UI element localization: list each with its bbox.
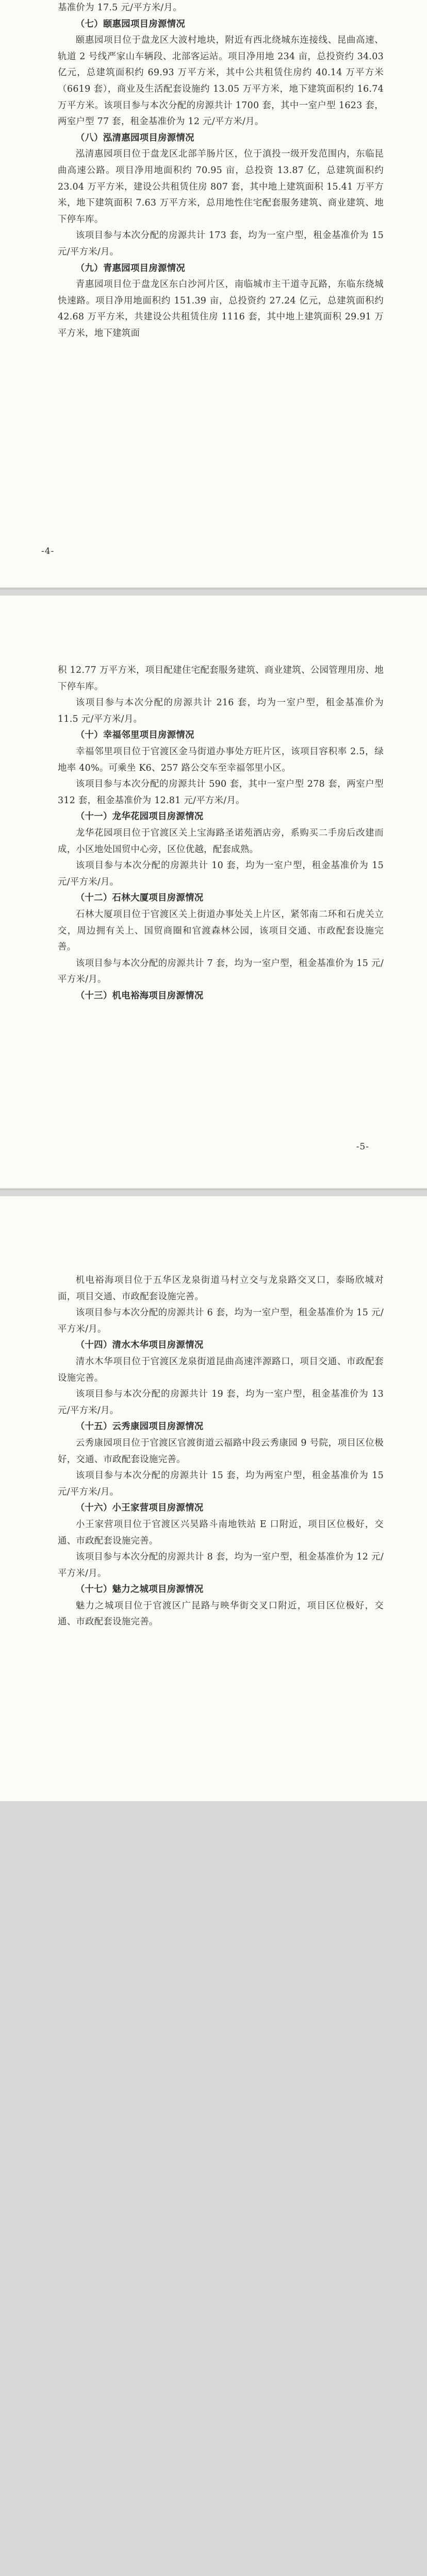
- section-heading: （十三）机电裕海项目房源情况: [75, 990, 204, 1001]
- section-heading: （十四）清水木华项目房源情况: [75, 1340, 204, 1351]
- page-divider: [0, 588, 427, 589]
- section-heading: （九）青惠园项目房源情况: [75, 263, 186, 274]
- page-body: [58, 1273, 384, 1631]
- paragraph: 颐惠园项目位于盘龙区大波村地块，附近有西北绕城东连接线、昆曲高速、轨道 2 号线严家山车辆段、北部客运站。项目净用地 234 亩，总投资约 34.03 亿元，总建筑面积约 69.93 万平方米，其中公共租赁住房约 40.14 万平方米（6619 套），商业及生活配套设施约 13.05 万平方米，地下建筑面积约 16.74 万平方米。该项目参与本次分配的房源共计 1700 套，其中一室户型 1623 套，两室户型 77 套，租金基准价为 12 元/平方米/月。: [58, 35, 384, 127]
- paragraph: 该项目参与本次分配的房源共计 6 套，均为一室户型，租金基准价为 15 元/平方米/月。: [58, 1308, 384, 1334]
- section-heading: （十一）龙华花园项目房源情况: [75, 811, 204, 822]
- paragraph: 该项目参与本次分配的房源共计 19 套，均为一室户型，租金基准价为 13 元/平方米/月。: [58, 1389, 384, 1416]
- paragraph: 基准价为 17.5 元/平方米/月。: [58, 3, 182, 13]
- paragraph: 云秀康园项目位于官渡区官渡街道云福路中段云秀康园 9 号院，项目区位极好，交通、市政配套设施完善。: [58, 1437, 384, 1465]
- paragraph: 魅力之城项目位于官渡区广昆路与映华街交叉口附近，项目区位极好，交通、市政配套设施完善。: [58, 1600, 384, 1628]
- paragraph: 该项目参与本次分配的房源共计 216 套，均为一室户型，租金基准价为 11.5 元/平方米/月。: [58, 698, 384, 724]
- paragraph: 石林大厦项目位于官渡区关上街道办事处关上片区，紧邻南二环和石虎关立交，周边拥有关上、国贸商圈和官渡森林公园，该项目交通、市政配套设施完善。: [58, 909, 384, 953]
- paragraph: 青惠园项目位于盘龙区东白沙河片区，南临城市主干道寺瓦路，东临东绕城快速路。项目净用地面积约 151.39 亩，总投资约 27.24 亿元，总建筑面积约 42.68 万平方米，共建设公共租赁住房 1116 套，其中地上建筑面积 29.91 万平方米，地下建筑面: [58, 279, 384, 338]
- paragraph: 积 12.77 万平方米，项目配建住宅配套服务建筑、商业建筑、公园管理用房、地下停车库。: [58, 665, 384, 692]
- paragraph: 该项目参与本次分配的房源共计 8 套，均为一室户型，租金基准价为 12 元/平方米/月。: [58, 1552, 384, 1579]
- section-heading: （八）泓清惠园项目房源情况: [75, 132, 194, 143]
- document-page-4: [0, 0, 427, 587]
- paragraph: 幸福邻里项目位于官渡区金马街道办事处方旺片区，该项目容积率 2.5，绿地率 40%。可乘坐 K6、257 路公交车至幸福邻里小区。: [58, 746, 384, 773]
- page-number: -5-: [356, 1142, 369, 1152]
- paragraph: 龙华花园项目位于官渡区关上宝海路圣诺苑酒店旁，系购买二手房后改建而成，小区地处国贸中心旁，区位优越，配套成熟。: [58, 827, 384, 855]
- paragraph: 小王家营项目位于官渡区兴昊路斗南地铁站 E 口附近，项目区位极好，交通、市政配套设施完善。: [58, 1519, 384, 1546]
- paragraph: 该项目参与本次分配的房源共计 590 套，其中一室户型 278 套，两室户型 312 套，租金基准价为 12.81 元/平方米/月。: [58, 779, 384, 806]
- page-body: [58, 663, 384, 1004]
- paragraph: 清水木华项目位于官渡区龙泉街道昆曲高速泮源路口，项目交通、市政配套设施完善。: [58, 1356, 384, 1383]
- paragraph: 该项目参与本次分配的房源共计 7 套，均为一室户型，租金基准价为 15 元/平方米/月。: [58, 958, 384, 985]
- section-heading: （十）幸福邻里项目房源情况: [75, 730, 194, 741]
- section-heading: （十六）小王家营项目房源情况: [75, 1503, 204, 1514]
- document-page-6: [0, 1196, 427, 1801]
- page-divider: [0, 1189, 427, 1190]
- section-heading: （七）颐惠园项目房源情况: [75, 19, 186, 29]
- paragraph: 泓清惠园项目位于盘龙区北部羊肠片区，位于滇投一级开发范围内，东临昆曲高速公路。项目净用地面积约 70.95 亩，总投资 13.87 亿，总建筑面积约 23.04 万平方米，建设公共租赁住房 807 套，其中地上建筑面积 15.41 万平方米，地下建筑面积 7.63 万平方米，总用地性住宅配套服务建筑、商业建筑、地下停车库。: [58, 149, 384, 225]
- document-page-5: [0, 596, 427, 1188]
- paragraph: 该项目参与本次分配的房源共计 10 套，均为一室户型，租金基准价为 15 元/平方米/月。: [58, 860, 384, 887]
- page-body: [58, 0, 384, 342]
- section-heading: （十五）云秀康园项目房源情况: [75, 1421, 204, 1432]
- page-number: -4-: [41, 546, 55, 556]
- section-heading: （十七）魅力之城项目房源情况: [75, 1584, 204, 1595]
- paragraph: 该项目参与本次分配的房源共计 15 套，均为两室户型，租金基准价为 15 元/平方米/月。: [58, 1470, 384, 1497]
- section-heading: （十二）石林大厦项目房源情况: [75, 893, 204, 904]
- paragraph: 机电裕海项目位于五华区龙泉街道马村立交与龙泉路交叉口，泰旸欣城对面，项目交通、市政配套设施完善。: [58, 1275, 384, 1302]
- paragraph: 该项目参与本次分配的房源共计 173 套，均为一室户型，租金基准价为 15 元/平方米/月。: [58, 230, 384, 257]
